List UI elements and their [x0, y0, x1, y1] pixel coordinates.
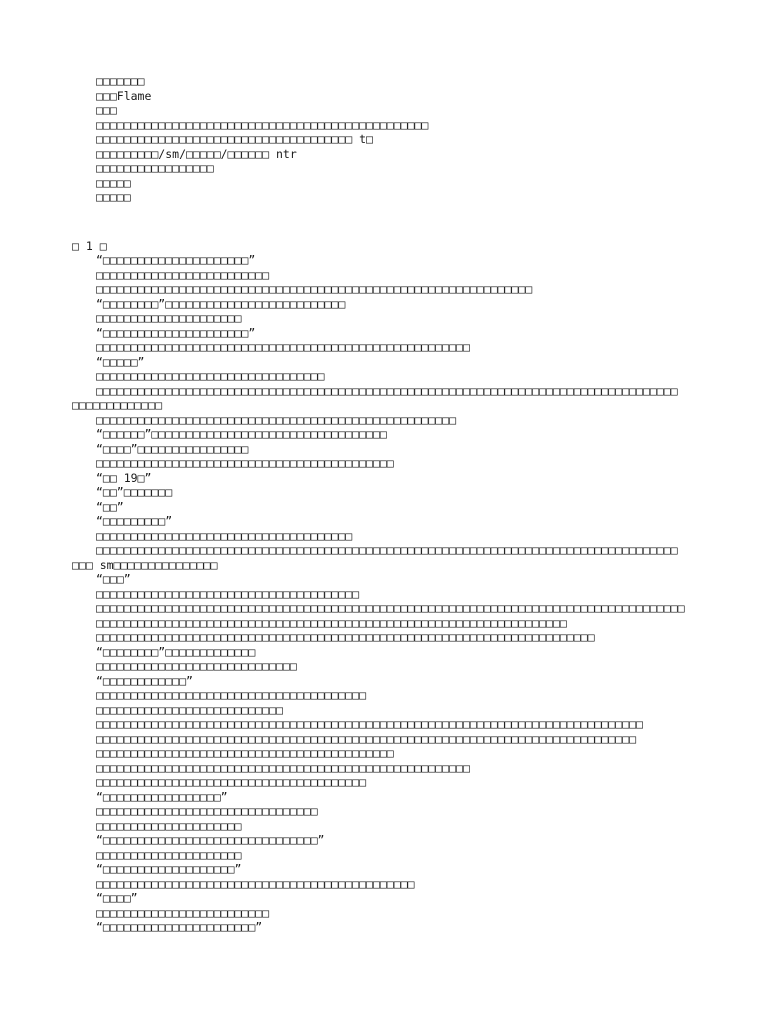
body-line: “□□□□□□□□□□□□”	[96, 673, 193, 688]
body-line: “□□□□□□□□□□□□□□□□□□□”	[96, 862, 242, 876]
body-line: □□□□□□□□□□□□□□□□□□□□□□□□□□□□□□□□□□□□□□□□□□□□□□□□□□□□□□	[96, 760, 470, 775]
body-line: □□□□□□□□□□□□□□□□□□□□□□□□□□□□□□□□□□□□□□□□□□□□□□□□□□□□	[96, 412, 457, 427]
body-line: □□□□□□□□□□□□□□□□□□□□□	[96, 311, 242, 325]
header-line: □□□Flame	[96, 88, 152, 103]
document-header	[72, 74, 722, 205]
body-line: □□□ sm□□□□□□□□□□□□□□□	[72, 557, 218, 572]
body-line: □□□□□□□□□□□□□□□□□□□□□	[96, 818, 242, 833]
header-line: □□□□□□□□□/sm/□□□□□/□□□□□□ ntr	[96, 146, 297, 161]
header-line: □□□	[96, 103, 117, 117]
body-line: “□□”□□□□□□□	[96, 485, 173, 499]
body-line: “□□□□□□□□□□□□□□□□□□□□□”	[96, 325, 256, 340]
body-line: “□□□□□□□□□□□□□□□□□□□□□□”	[96, 920, 263, 934]
body-line: □□□□□□□□□□□□□□□□□□□□□□□□□□□□□□□□□□□□□□	[96, 586, 360, 601]
body-line: “□□”	[96, 499, 124, 514]
body-line: “□□□□□□”□□□□□□□□□□□□□□□□□□□□□□□□□□□□□□□□□□	[96, 427, 387, 441]
body-line: □□□□□□□□□□□□□□□□□□□□□□□□□□□□□□□□□□□□□□□□□□□	[96, 456, 394, 470]
document-body	[72, 239, 722, 935]
document-page	[72, 74, 722, 935]
body-line: “□□□□□□□□”□□□□□□□□□□□□□□□□□□□□□□□□□□	[96, 296, 346, 311]
body-line: “□□ 19□”	[96, 470, 152, 485]
body-line: □□□□□□□□□□□□□□□□□□□□□□□□□□□□□□□□	[96, 804, 318, 818]
body-line: □□□□□□□□□□□□□□□□□□□□□□□□□	[96, 267, 270, 282]
body-line: “□□□□□□□□”□□□□□□□□□□□□□	[96, 644, 256, 659]
body-line: □□□□□□□□□□□□□□□□□□□□□□□□□	[96, 905, 270, 920]
body-line: “□□□□□□□□□□□□□□□□□□□□□□□□□□□□□□□”	[96, 833, 325, 847]
body-line: □□□□□□□□□□□□□□□□□□□□□□□□□□□□□□□□□□□□□□□□□□□□□□□□□□□□□□□□□□□□□□□□□□□□	[96, 615, 567, 630]
body-line: □□□□□□□□□□□□□□□□□□□□□□□□□□□□□□□□□□□□□□□□□□□□□□□□□□□□□□□□□□□□□□□□□□□□□□□□□□□□□□□	[96, 717, 643, 731]
body-line: “□□□□”□□□□□□□□□□□□□□□□	[96, 441, 249, 456]
body-line: □□□□□□□□□□□□□□□□□□□□□□□□□□□□□□□□□□□□□□□□□□□□□□□□□□□□□□□□□□□□□□□□□□□□□□□□	[96, 630, 595, 644]
body-line: □□□□□□□□□□□□□□□□□□□□□□□□□□□□□□□□□□□□□□□	[96, 775, 367, 789]
body-line: □□□□□□□□□□□□□□□□□□□□□□□□□□□□□□□□□□□□□□□□□□□	[96, 746, 394, 760]
section-gap	[72, 205, 722, 239]
header-line: □□□□□	[96, 175, 131, 190]
body-line: □□□□□□□□□□□□□□□□□□□□□□□□□□□□□□□□□□□□□□□□□□□□□□□□□□□□□□□□□□□□□□□	[96, 282, 533, 296]
body-line: □□□□□□□□□□□□□	[72, 398, 163, 412]
body-line: □ 1 □	[72, 238, 107, 253]
body-line: □□□□□□□□□□□□□□□□□□□□□□□□□□□□□□□□□□□□□□□□□□□□□□	[96, 876, 415, 891]
body-line: □□□□□□□□□□□□□□□□□□□□□□□□□□□□□□□□□□□□□□□□□□□□□□□□□□□□□□□□□□□□□□□□□□□□□□□□□□□□□□□□□□□□	[96, 383, 678, 398]
body-line: □□□□□□□□□□□□□□□□□□□□□□□□□□□□□	[96, 659, 297, 673]
body-line: □□□□□□□□□□□□□□□□□□□□□□□□□□□□□□□□□□□□□□□□□□□□□□□□□□□□□□□□□□□□□□□□□□□□□□□□□□□□□□	[96, 731, 637, 746]
body-line: □□□□□□□□□□□□□□□□□□□□□□□□□□□□□□□□□□□□□□□□□□□□□□□□□□□□□□□□□□□□□□□□□□□□□□□□□□□□□□□□□□□□	[96, 543, 678, 557]
header-line: □□□□□□□□□□□□□□□□□	[96, 161, 214, 175]
body-line: “□□□”	[96, 572, 131, 586]
header-line: □□□□□□□□□□□□□□□□□□□□□□□□□□□□□□□□□□□□□ t□	[96, 132, 373, 146]
body-line: “□□□□□□□□□”	[96, 514, 173, 528]
body-line: “□□□□□”	[96, 354, 145, 369]
body-line: “□□□□□□□□□□□□□□□□□”	[96, 789, 228, 804]
body-line: □□□□□□□□□□□□□□□□□□□□□□□□□□□□□□□□□□□□□□□	[96, 688, 367, 702]
body-line: □□□□□□□□□□□□□□□□□□□□□□□□□□□□□□□□□□□□□□□□□□□□□□□□□□□□□□□□□□□□□□□□□□□□□□□□□□□□□□□□□□□□□	[96, 601, 685, 615]
body-line: “□□□□□□□□□□□□□□□□□□□□□”	[96, 253, 256, 267]
body-line: □□□□□□□□□□□□□□□□□□□□□□□□□□□□□□□□□□□□□□□□□□□□□□□□□□□□□□	[96, 340, 470, 354]
body-line: □□□□□□□□□□□□□□□□□□□□□	[96, 847, 242, 862]
header-line: □□□□□□□□□□□□□□□□□□□□□□□□□□□□□□□□□□□□□□□□□□□□□□□□	[96, 117, 429, 132]
body-line: □□□□□□□□□□□□□□□□□□□□□□□□□□□□□□□□□	[96, 369, 325, 383]
body-line: “□□□□”	[96, 891, 138, 905]
header-line: □□□□□□□	[96, 74, 145, 88]
header-line: □□□□□	[96, 190, 131, 204]
body-line: □□□□□□□□□□□□□□□□□□□□□□□□□□□□□□□□□□□□□	[96, 528, 353, 543]
body-line: □□□□□□□□□□□□□□□□□□□□□□□□□□□	[96, 702, 283, 717]
